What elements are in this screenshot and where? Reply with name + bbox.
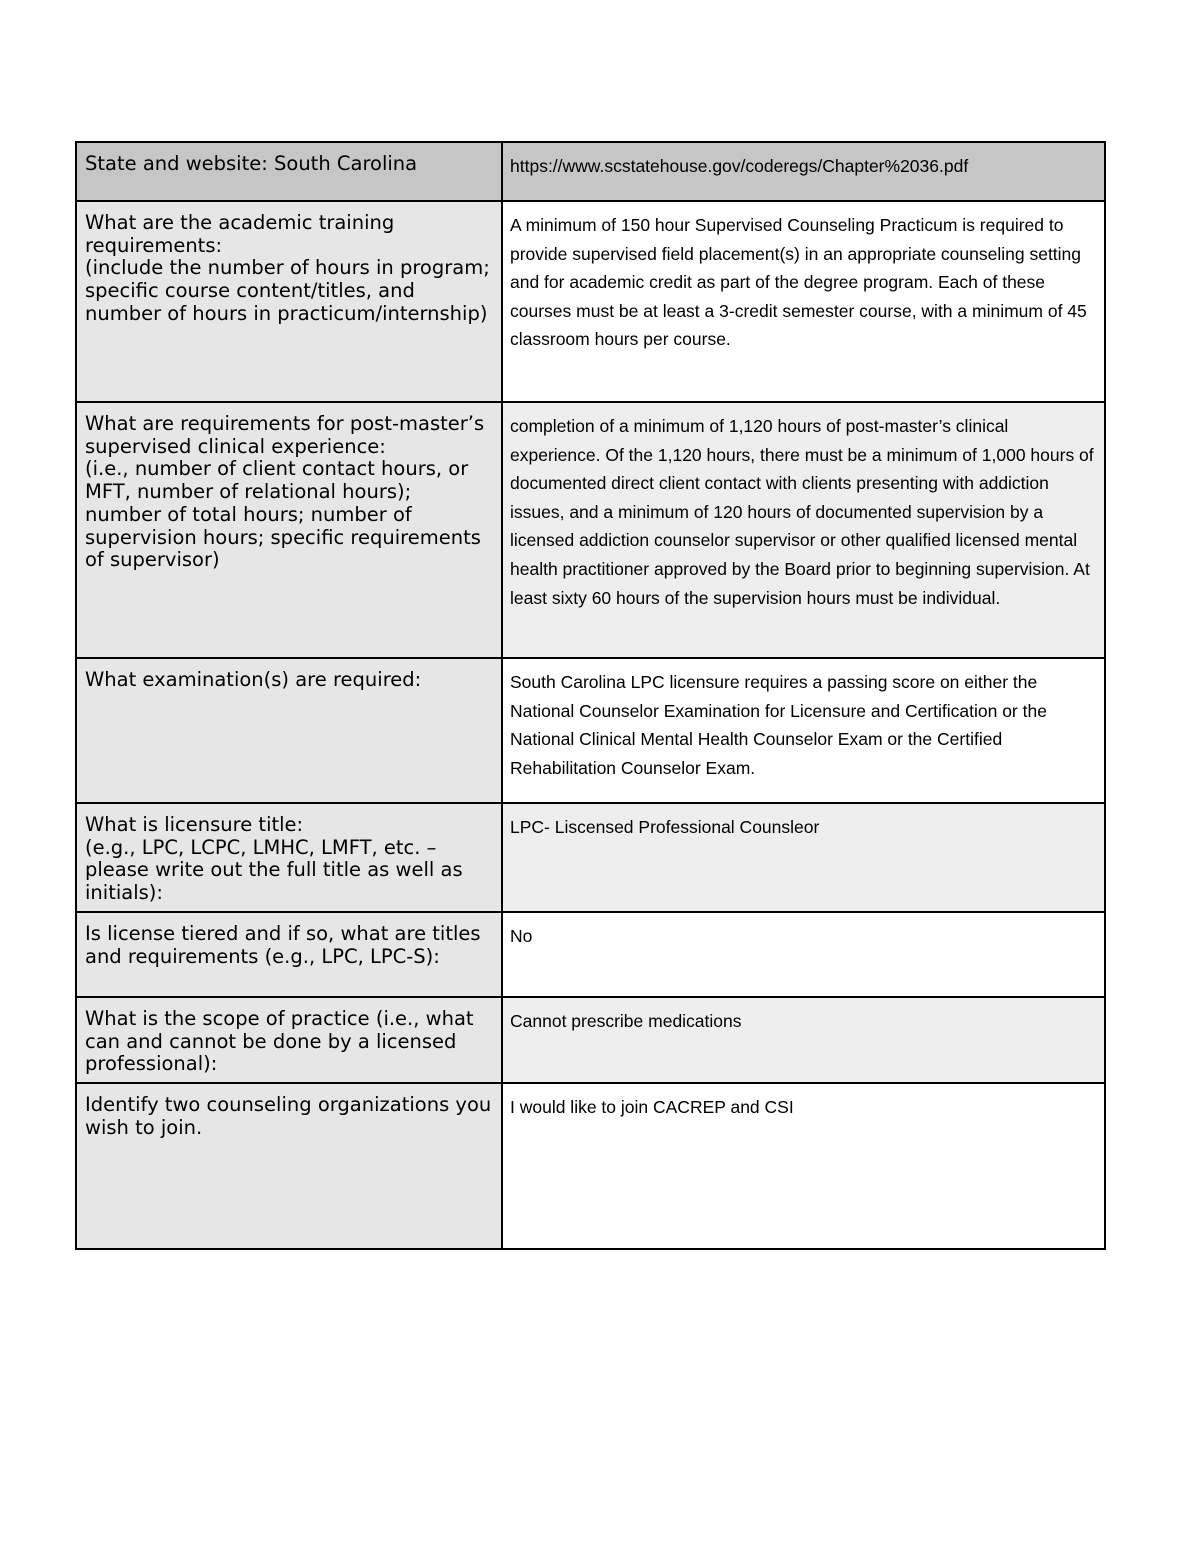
answer-cell-scope-of-practice: Cannot prescribe medications xyxy=(502,997,1105,1083)
answer-cell-examinations: South Carolina LPC licensure requires a passing score on either the National Counselor Examination for Licensure and Certification or the National Clinical Mental Health Counselor Exam or the Certified Rehabilitation Counselor Exam. xyxy=(502,658,1105,803)
question-cell-state-website: State and website: South Carolina xyxy=(76,142,502,201)
answer-cell-academic-training: A minimum of 150 hour Supervised Counseling Practicum is required to provide supervised field placement(s) in an appropriate counseling setting and for academic credit as part of the degree program. Each of these courses must be at least a 3-credit semester course, with a minimum of 45 classroom hours per course. xyxy=(502,201,1105,402)
question-cell-academic-training: What are the academic training requirements: (include the number of hours in program; specific course content/titles, and number of hours in practicum/internship) xyxy=(76,201,502,402)
table-row-scope-of-practice xyxy=(76,997,1105,1083)
table-row-state-website xyxy=(76,142,1105,201)
answer-cell-website-url: https://www.scstatehouse.gov/coderegs/Chapter%2036.pdf xyxy=(502,142,1105,201)
licensure-requirements-table xyxy=(75,141,1106,1250)
question-cell-license-tiered: Is license tiered and if so, what are titles and requirements (e.g., LPC, LPC-S): xyxy=(76,912,502,997)
answer-cell-license-tiered: No xyxy=(502,912,1105,997)
question-cell-clinical-experience: What are requirements for post-master’s supervised clinical experience: (i.e., number of client contact hours, or MFT, number of relational hours); number of total hours; number of supervision hours; specific requirements of supervisor) xyxy=(76,402,502,658)
question-cell-licensure-title: What is licensure title: (e.g., LPC, LCPC, LMHC, LMFT, etc. – please write out the full title as well as initials): xyxy=(76,803,502,912)
question-cell-organizations: Identify two counseling organizations you wish to join. xyxy=(76,1083,502,1249)
table-row-examinations xyxy=(76,658,1105,803)
table-row-academic-training xyxy=(76,201,1105,402)
table-row-clinical-experience xyxy=(76,402,1105,658)
question-cell-scope-of-practice: What is the scope of practice (i.e., what can and cannot be done by a licensed professional): xyxy=(76,997,502,1083)
table-row-license-tiered xyxy=(76,912,1105,997)
answer-cell-licensure-title: LPC- Liscensed Professional Counsleor xyxy=(502,803,1105,912)
table-row-licensure-title xyxy=(76,803,1105,912)
question-cell-examinations: What examination(s) are required: xyxy=(76,658,502,803)
answer-cell-organizations: I would like to join CACREP and CSI xyxy=(502,1083,1105,1249)
answer-cell-clinical-experience: completion of a minimum of 1,120 hours of post-master’s clinical experience. Of the 1,120 hours, there must be a minimum of 1,000 hours of documented direct client contact with clients presenting with addiction issues, and a minimum of 120 hours of documented supervision by a licensed addiction counselor supervisor or other qualified licensed mental health practitioner approved by the Board prior to beginning supervision. At least sixty 60 hours of the supervision hours must be individual. xyxy=(502,402,1105,658)
table-row-organizations xyxy=(76,1083,1105,1249)
